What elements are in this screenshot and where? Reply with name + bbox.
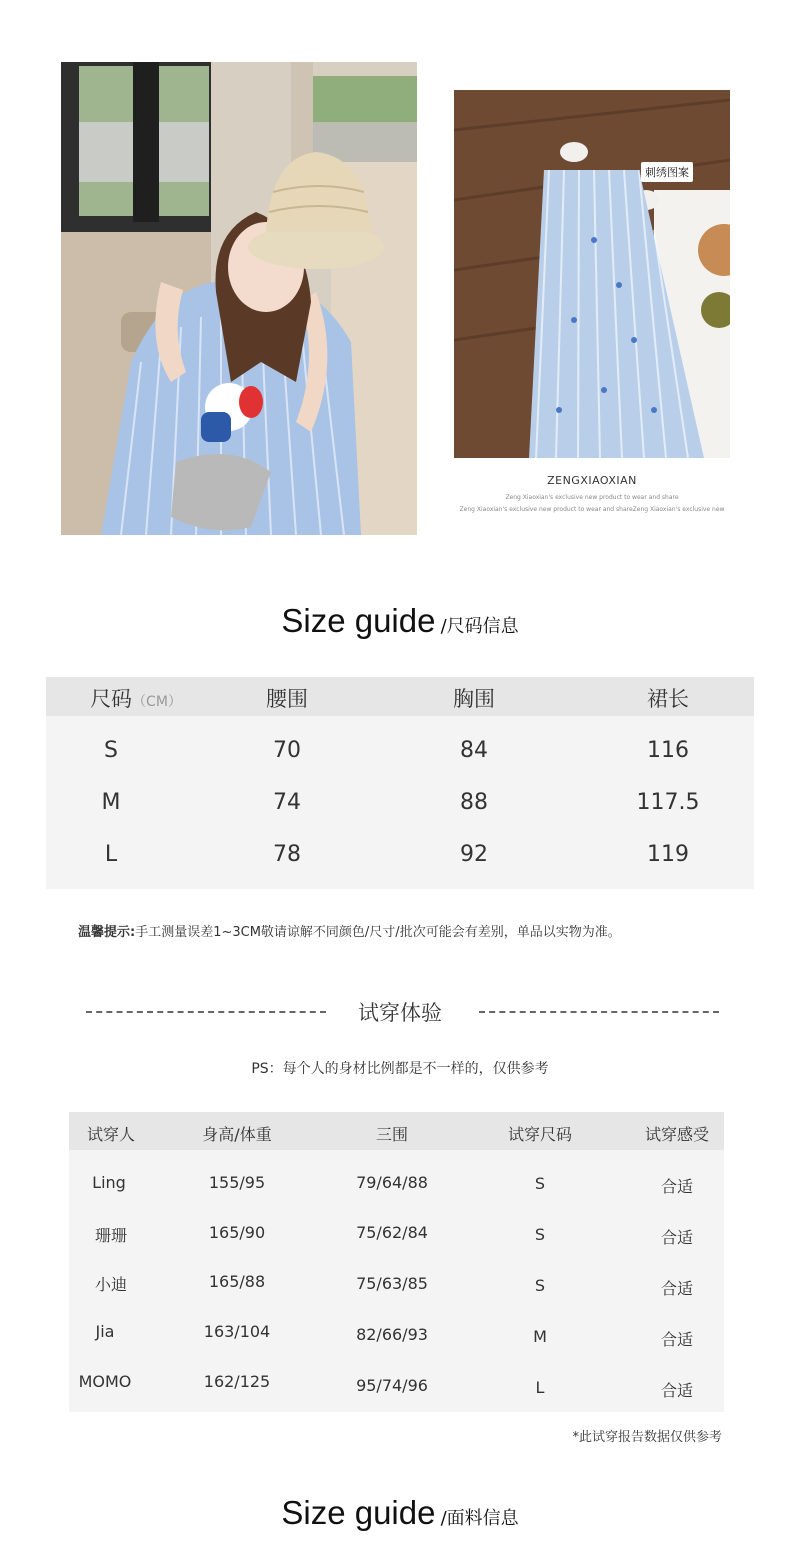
size-row-length: 116 [647,738,689,763]
size-header-cell [66,683,206,713]
tryon-row-hw: 165/90 [208,1223,266,1242]
tryon-row-hw: 155/95 [208,1173,266,1192]
tryon-size-header: 试穿尺码 [507,1125,572,1144]
model-in-car-image [61,62,417,535]
tryon-row-person: MOMO [78,1372,132,1391]
tryon-row-hw: 163/104 [203,1322,271,1341]
size-row-size: M [101,790,121,815]
tryon-row-measures: 82/66/93 [356,1325,428,1344]
tryon-row-hw: 162/125 [203,1372,271,1391]
tryon-row-size: S [534,1276,546,1295]
size-row-size: S [104,738,118,763]
size-row-waist: 74 [273,790,301,815]
tryon-feel-header: 试穿感受 [644,1125,709,1144]
tryon-row-person: Jia [95,1322,115,1341]
tryon-row-person: Ling [92,1173,126,1192]
tryon-row-measures: 95/74/96 [356,1376,428,1395]
fabric-guide-title-en: Size guide [281,1494,436,1531]
size-guide-title-cn: /尺码信息 [440,616,519,637]
brand-name: ZENGXIAOXIAN [547,474,637,487]
bust-header: 胸围 [453,687,495,711]
notice-label: 温馨提示: [78,925,136,940]
tryon-row-size: S [534,1174,546,1193]
tryon-hw-header: 身高/体重 [202,1125,272,1144]
size-header-label: 尺码 [90,687,133,711]
size-table [46,677,754,889]
product-photo-car [61,62,417,535]
tryon-row-size: S [534,1225,546,1244]
tryon-row-feel: 合适 [660,1279,693,1298]
tryon-row-measures: 75/63/85 [356,1274,428,1293]
tryon-table [69,1112,724,1412]
size-guide-title-en: Size guide [281,602,436,639]
dress-detail-image [454,90,730,458]
size-row-waist: 70 [273,738,301,763]
tryon-row-feel: 合适 [660,1381,693,1400]
tryon-row-feel: 合适 [660,1228,693,1247]
size-row-waist: 78 [273,842,301,867]
brand-tagline-2: Zeng Xiaoxian's exclusive new product to wear and shareZeng Xiaoxian's exclusive new [459,506,725,513]
tryon-row-hw: 165/88 [208,1272,266,1291]
waist-header: 腰围 [266,687,308,711]
tryon-row-size: M [533,1327,547,1346]
tryon-row-feel: 合适 [660,1330,693,1349]
length-header: 裙长 [647,687,689,711]
size-row-bust: 88 [460,790,488,815]
size-row-size: L [104,842,118,867]
measurement-notice [78,921,621,940]
tryon-title: 试穿体验 [358,1001,442,1025]
size-row-length: 119 [647,842,689,867]
embroidery-tag-label: 刺绣图案 [641,162,693,182]
tryon-footnote: *此试穿报告数据仅供参考 [572,1430,722,1445]
notice-text: 手工测量误差1~3CM敬请谅解不同颜色/尺寸/批次可能会有差别，单品以实物为准。 [135,925,621,940]
tryon-row-person: 小迪 [94,1275,127,1294]
tryon-measures-header: 三围 [375,1125,408,1144]
product-photo-detail [454,90,730,458]
size-row-bust: 92 [460,842,488,867]
size-row-bust: 84 [460,738,488,763]
fabric-guide-title [0,1494,800,1532]
tryon-row-size: L [535,1378,545,1397]
tryon-row-person: 珊珊 [94,1226,127,1245]
tryon-row-measures: 75/62/84 [356,1223,428,1242]
fabric-guide-title-cn: /面料信息 [440,1508,519,1529]
tryon-ps-note: PS：每个人的身材比例都是不一样的，仅供参考 [251,1061,549,1077]
tryon-person-header: 试穿人 [86,1125,135,1144]
size-header-unit: （CM） [132,694,182,710]
size-row-length: 117.5 [636,790,700,815]
tryon-row-feel: 合适 [660,1177,693,1196]
brand-tagline-1: Zeng Xiaoxian's exclusive new product to wear and share [505,494,679,501]
tryon-row-measures: 79/64/88 [356,1173,428,1192]
size-guide-title [0,602,800,640]
